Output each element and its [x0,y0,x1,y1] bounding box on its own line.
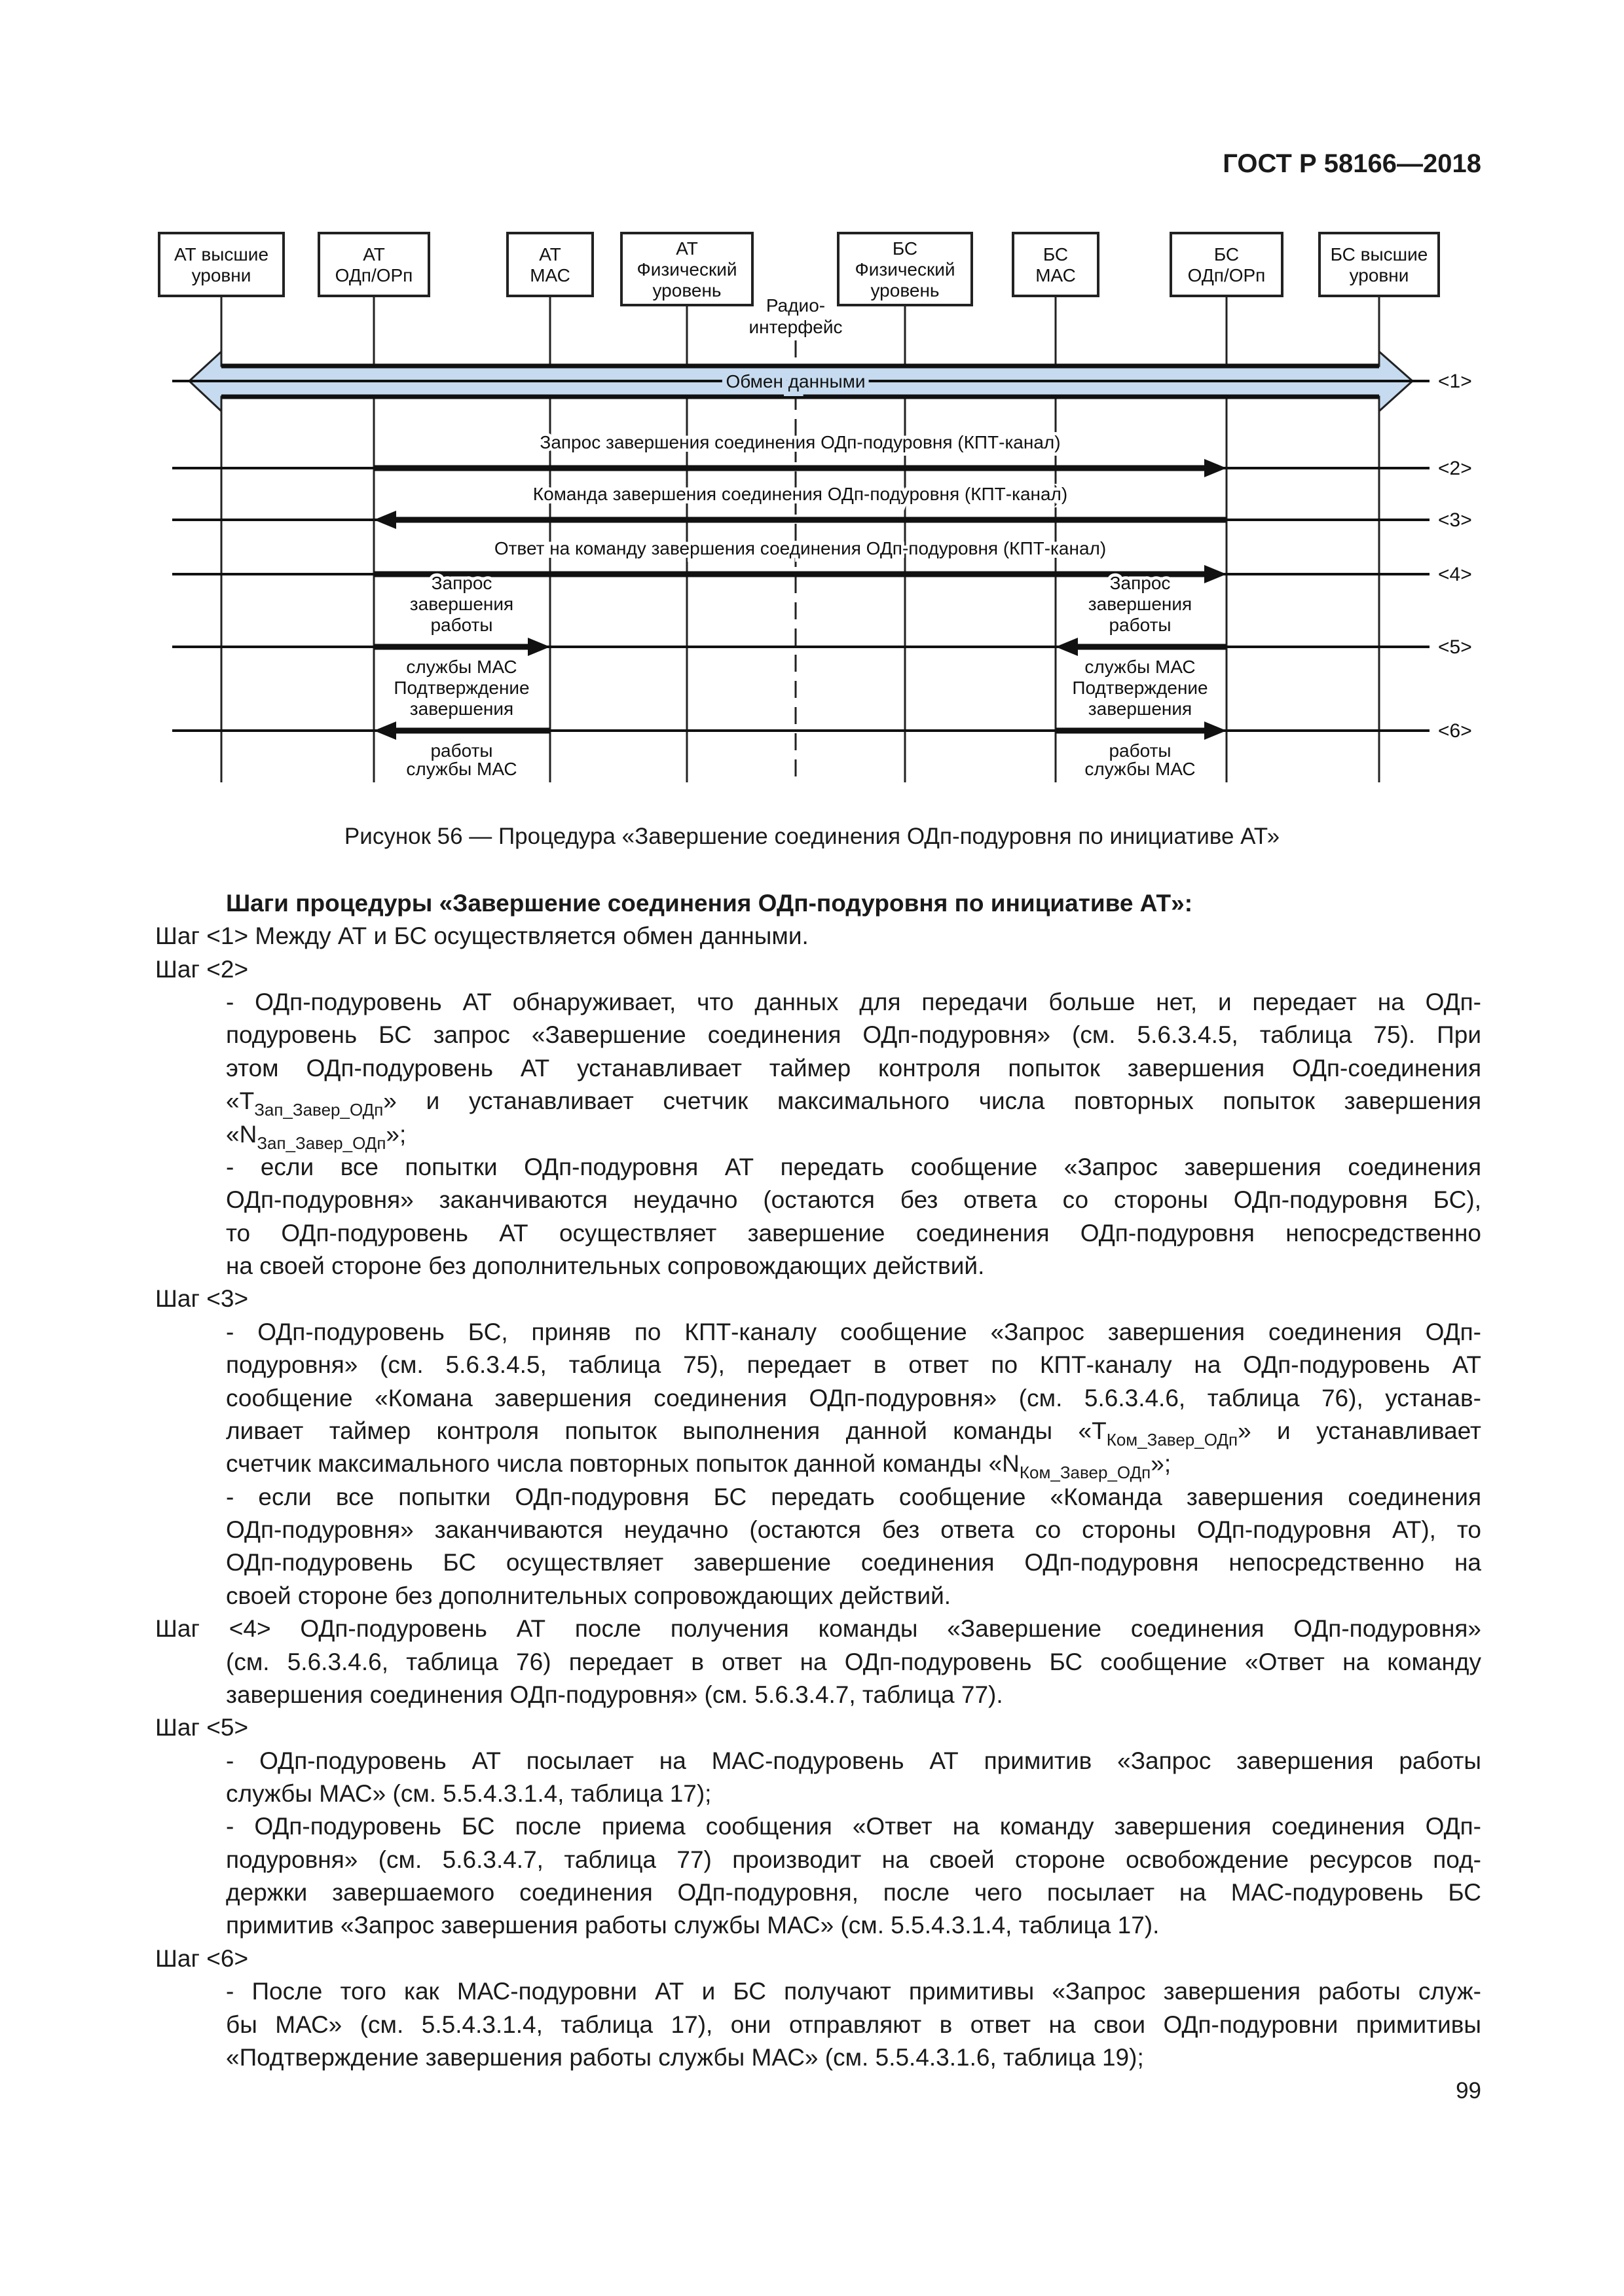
text-segment: - После того как МАС-подуровни АТ и БС получают примитивы «Запрос завершения работы служ- [226,1978,1481,2005]
primitive-label: завершения [1088,594,1192,614]
text-line [226,1087,1481,1120]
text-line [226,1153,1481,1182]
step-number: <6> [1438,720,1472,742]
text-line [226,1483,1481,1512]
arrowhead-icon [528,638,550,656]
entity-box-frame [1013,233,1098,296]
primitive-label: Подтверждение [394,678,530,698]
step-line [155,1944,248,1973]
entity-label: уровень [652,280,722,301]
entity-label: БС [892,238,918,259]
arrowhead-icon [1204,565,1227,583]
text-segment: подуровня» (см. 5.6.3.4.7, таблица 77) производит на своей стороне освобождение ресурсов под- [226,1846,1481,1873]
entity-label: БС высшие [1330,244,1428,264]
text-segment: Шаг <2> [155,955,249,983]
text-segment: «N [226,1120,257,1148]
primitive-label: Подтверждение [1072,678,1208,698]
entity-label: МАС [1035,265,1076,285]
text-segment: Шаг <6> [155,1944,249,1972]
primitive-label: работы [430,740,493,761]
text-line [226,1812,1481,1841]
text-segment: Шаги процедуры «Завершение соединения ОДп-подуровня по инициативе АТ»: [226,890,1193,917]
message-label: Запрос завершения соединения ОДп-подуровня (КПТ-канал) [540,432,1061,452]
entity-label: Физический [855,259,955,280]
text-segment: завершения соединения ОДп-подуровня» (см. 5.6.3.4.7, таблица 77). [226,1681,1003,1708]
text-line [226,1779,711,1808]
text-segment: Шаг <5> [155,1714,249,1741]
entity-label: АТ [676,238,698,259]
subscript: Зап_Завер_ОДп [254,1100,384,1120]
text-segment: » и устанавливает счетчик максимального числа повторных попыток завершения [383,1087,1481,1115]
text-segment: - если все попытки ОДп-подуровня АТ передать сообщение «Запрос завершения соединения [226,1153,1481,1180]
text-segment: ОДп-подуровень БС осуществляет завершение соединения ОДп-подуровня непосредственно на [226,1549,1481,1576]
primitive-label: завершения [409,594,514,614]
entity-label: МАС [530,265,570,285]
entity-label: БС [1213,244,1240,264]
text-segment: - если все попытки ОДп-подуровня БС передать сообщение «Команда завершения соединения [226,1483,1481,1510]
text-line [226,1911,1159,1940]
text-segment: - ОДп-подуровень АТ обнаруживает, что данных для передачи больше нет, и передает на ОДп- [226,989,1481,1016]
text-segment: (см. 5.6.3.4.6, таблица 76) передает в ответ на ОДп-подуровень БС сообщение «Ответ на команду [226,1648,1481,1675]
entity-label: ОДп/ОРп [335,265,413,285]
primitive-label: службы МАС [1084,657,1196,677]
primitive-label: работы [1109,740,1172,761]
step-number: <3> [1438,509,1472,531]
text-line [226,1977,1481,2006]
step-number: <1> [1438,371,1472,392]
text-segment: »; [386,1120,407,1148]
text-line [226,1548,1481,1577]
text-line [226,1021,1481,1049]
primitive-label: Запрос [431,573,492,593]
text-line [226,1252,984,1281]
text-line [226,1120,407,1153]
entity-label: АТ [539,244,561,264]
document-header-id: ГОСТ Р 58166—2018 [1223,149,1481,178]
subscript: Зап_Завер_ОДп [257,1133,386,1153]
primitive-label: завершения [1088,699,1192,719]
step-line [155,1614,1481,1643]
message-label: Команда завершения соединения ОДп-подуровня (КПТ-канал) [532,484,1068,504]
text-line [226,1449,1172,1483]
entity-label: уровни [1349,265,1409,285]
text-line [226,2043,1144,2072]
text-segment: бы МАС» (см. 5.5.4.3.1.4, таблица 17), они отправляют в ответ на свои ОДп-подуровни примитивы [226,2011,1481,2038]
text-segment: - ОДп-подуровень БС после приема сообщения «Ответ на команду завершения соединения ОДп- [226,1813,1481,1840]
text-segment: ОДп-подуровня» заканчиваются неудачно (остаются без ответа со стороны ОДп-подуровня БС), [226,1186,1481,1214]
text-segment: на своей стороне без дополнительных сопровождающих действий. [226,1252,985,1280]
entity-box [1171,233,1282,296]
step-line [155,1713,248,1742]
text-segment: службы МАС» (см. 5.5.4.3.1.4, таблица 17); [226,1779,712,1807]
text-line [226,1516,1481,1544]
entity-box [838,233,972,305]
text-line [226,1186,1481,1214]
entity-label: АТ [363,244,385,264]
text-segment: своей стороне без дополнительных сопровождающих действий. [226,1582,951,1609]
primitive-label: службы МАС [406,759,517,779]
primitive-label: службы МАС [406,657,517,677]
step-line [155,955,248,984]
entity-box-frame [1320,233,1439,296]
entity-label: БС [1043,244,1069,264]
radio-interface-label: Радио- [766,295,826,316]
entity-box [1320,233,1439,296]
text-segment: то ОДп-подуровень АТ осуществляет завершение соединения ОДп-подуровня непосредственно [226,1219,1481,1247]
text-line [226,2011,1481,2039]
arrowhead-icon [1204,459,1227,477]
primitive-label: работы [430,615,493,635]
step-number: <2> [1438,458,1472,479]
entity-box-frame [319,233,429,296]
entity-box-frame [159,233,284,296]
text-line [226,1219,1481,1248]
text-line [226,1384,1481,1413]
text-segment: » и устанавливает [1238,1417,1481,1444]
text-line [226,1846,1481,1874]
arrowhead-icon [1056,638,1078,656]
text-line [226,988,1481,1017]
text-segment: ливает таймер контроля попыток выполнения данной команды «T [226,1417,1107,1444]
text-segment: подуровня» (см. 5.6.3.4.5, таблица 75), передает в ответ по КПТ-каналу на ОДп-подуровень АТ [226,1351,1481,1379]
entity-label: АТ высшие [174,244,269,264]
text-segment: »; [1151,1450,1172,1478]
step-line [155,922,809,951]
text-line [226,1318,1481,1347]
entity-label: ОДп/ОРп [1187,265,1266,285]
text-segment: - ОДп-подуровень АТ посылает на МАС-подуровень АТ примитив «Запрос завершения работы [226,1747,1481,1774]
text-segment: держки завершаемого соединения ОДп-подуровня, после чего посылает на МАС-подуровень БС [226,1879,1481,1906]
text-segment: «T [226,1087,255,1115]
entity-box [507,233,593,296]
radio-interface-label: интерфейс [748,317,843,337]
text-line [226,1878,1481,1907]
primitive-label: Запрос [1109,573,1171,593]
text-segment: этом ОДп-подуровень АТ устанавливает таймер контроля попыток завершения ОДп-соединения [226,1054,1481,1082]
text-line [226,1582,951,1611]
data-exchange-label: Обмен данными [726,371,866,392]
entity-label: Физический [637,259,737,280]
entity-label: уровень [870,280,940,301]
text-line [226,1681,1003,1709]
text-segment: «Подтверждение завершения работы службы МАС» (см. 5.5.4.3.1.6, таблица 19); [226,2043,1144,2071]
text-segment: примитив «Запрос завершения работы службы МАС» (см. 5.5.4.3.1.4, таблица 17). [226,1912,1160,1939]
text-segment: счетчик максимального числа повторных попыток данной команды «N [226,1450,1020,1478]
text-segment: Шаг <3> [155,1285,249,1313]
primitive-label: работы [1109,615,1172,635]
text-line [226,1054,1481,1083]
arrowhead-icon [374,511,396,529]
entity-box-frame [1171,233,1282,296]
arrowhead-icon [374,721,396,740]
text-segment: сообщение «Комана завершения соединения ОДп-подуровня» (см. 5.6.3.4.6, таблица 76), устанав- [226,1384,1481,1412]
subscript: Ком_Завер_ОДп [1019,1463,1151,1483]
figure-caption: Рисунок 56 — Процедура «Завершение соединения ОДп-подуровня по инициативе АТ» [344,824,1280,849]
text-line [226,1351,1481,1379]
entity-box [1013,233,1098,296]
step-line [155,1285,248,1313]
text-line [226,1747,1481,1776]
entity-label: уровни [191,265,251,285]
step-number: <5> [1438,636,1472,658]
sequence-diagram [0,0,1624,812]
section-heading [226,889,1192,918]
entity-box [319,233,429,296]
text-segment: Шаг <1> Между АТ и БС осуществляется обмен данными. [155,922,809,950]
primitive-label: службы МАС [1084,759,1196,779]
text-segment: - ОДп-подуровень БС, приняв по КПТ-каналу сообщение «Запрос завершения соединения ОДп- [226,1318,1481,1345]
text-segment: подуровень БС запрос «Завершение соединения ОДп-подуровня» (см. 5.6.3.4.5, таблица 75). При [226,1021,1481,1049]
primitive-label: завершения [409,699,514,719]
text-segment: Шаг <4> ОДп-подуровень АТ после получения команды «Завершение соединения ОДп-подуровня» [155,1615,1481,1643]
step-number: <4> [1438,564,1472,585]
text-line [226,1417,1481,1449]
arrowhead-icon [1204,721,1227,740]
entity-box [159,233,284,296]
entity-box-frame [507,233,593,296]
page-number: 99 [1456,2078,1481,2104]
message-label: Ответ на команду завершения соединения ОДп-подуровня (КПТ-канал) [494,538,1107,558]
subscript: Ком_Завер_ОДп [1106,1429,1238,1449]
entity-box [621,233,752,305]
text-segment: ОДп-подуровня» заканчиваются неудачно (остаются без ответа со стороны ОДп-подуровня АТ), то [226,1516,1481,1544]
text-line [226,1648,1481,1677]
